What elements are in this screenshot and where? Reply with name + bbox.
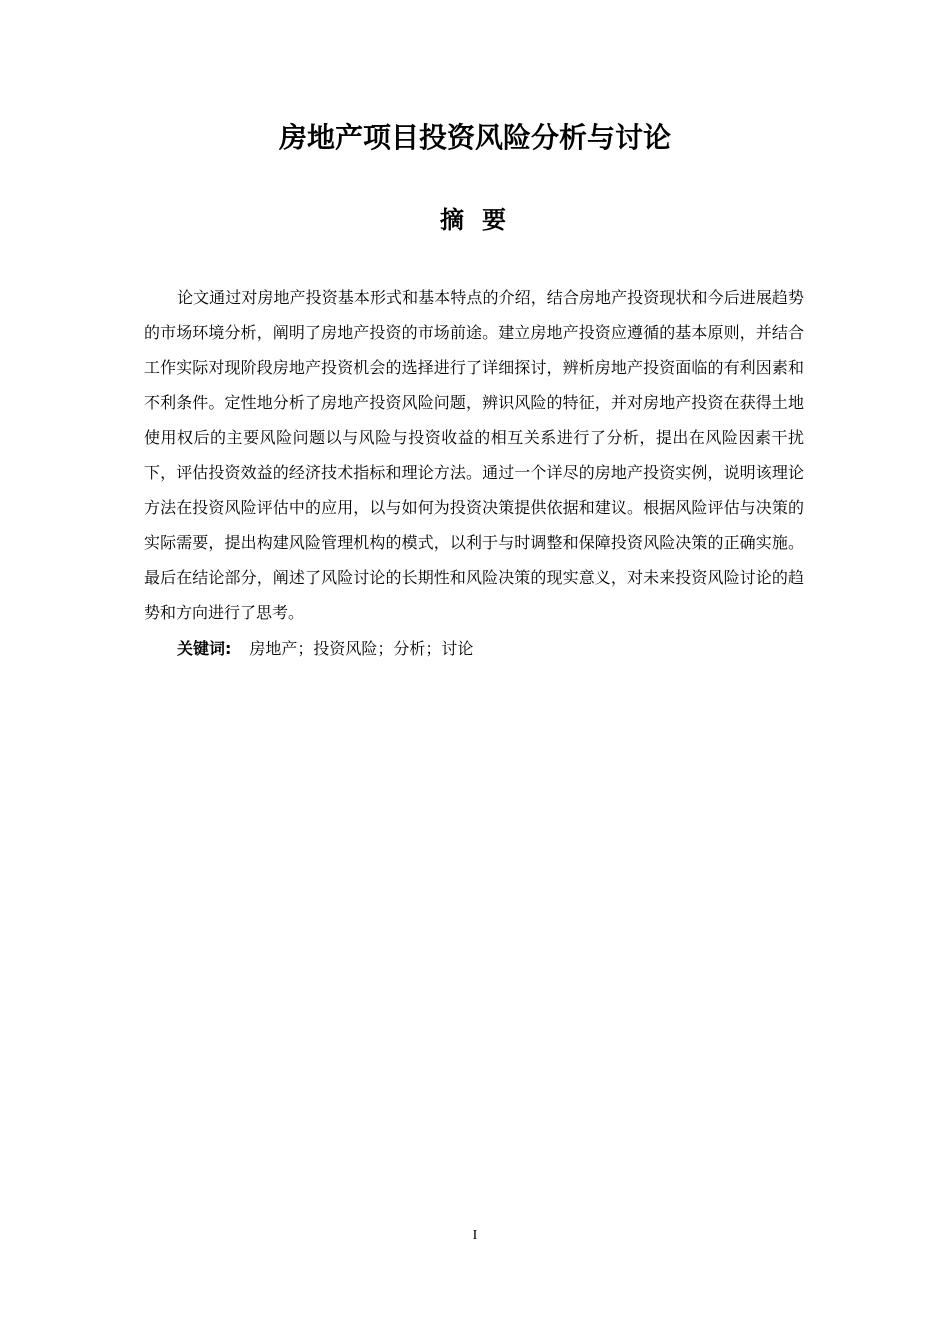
abstract-heading: 摘要 [440, 206, 524, 234]
keywords-line [177, 631, 797, 666]
keywords-label: 关键词: [177, 639, 232, 658]
page-number: I [472, 1228, 478, 1243]
keywords-value: 房地产；投资风险；分析；讨论 [249, 639, 474, 658]
abstract-body: 论文通过对房地产投资基本形式和基本特点的介绍，结合房地产投资现状和今后进展趋势的市场环境分析，阐明了房地产投资的市场前途。建立房地产投资应遵循的基本原则，并结合工作实际对现阶段房地产投资机会的选择进行了详细探讨，辨析房地产投资面临的有利因素和不利条件。定性地分析了房地产投资风险问题，辨识风险的特征，并对房地产投资在获得土地使用权后的主要风险问题以与风险与投资收益的相互关系进行了分析，提出在风险因素干扰下，评估投资效益的经济技术指标和理论方法。通过一个详尽的房地产投资实例，说明该理论方法在投资风险评估中的应用，以与如何为投资决策提供依据和建议。根据风险评估与决策的实际需要，提出构建风险管理机构的模式，以利于与时调整和保障投资风险决策的正确实施。最后在结论部分，阐述了风险讨论的长期性和风险决策的现实意义，对未来投资风险讨论的趋势和方向进行了思考。 [144, 288, 804, 622]
document-title: 房地产项目投资风险分析与讨论 [278, 121, 671, 154]
